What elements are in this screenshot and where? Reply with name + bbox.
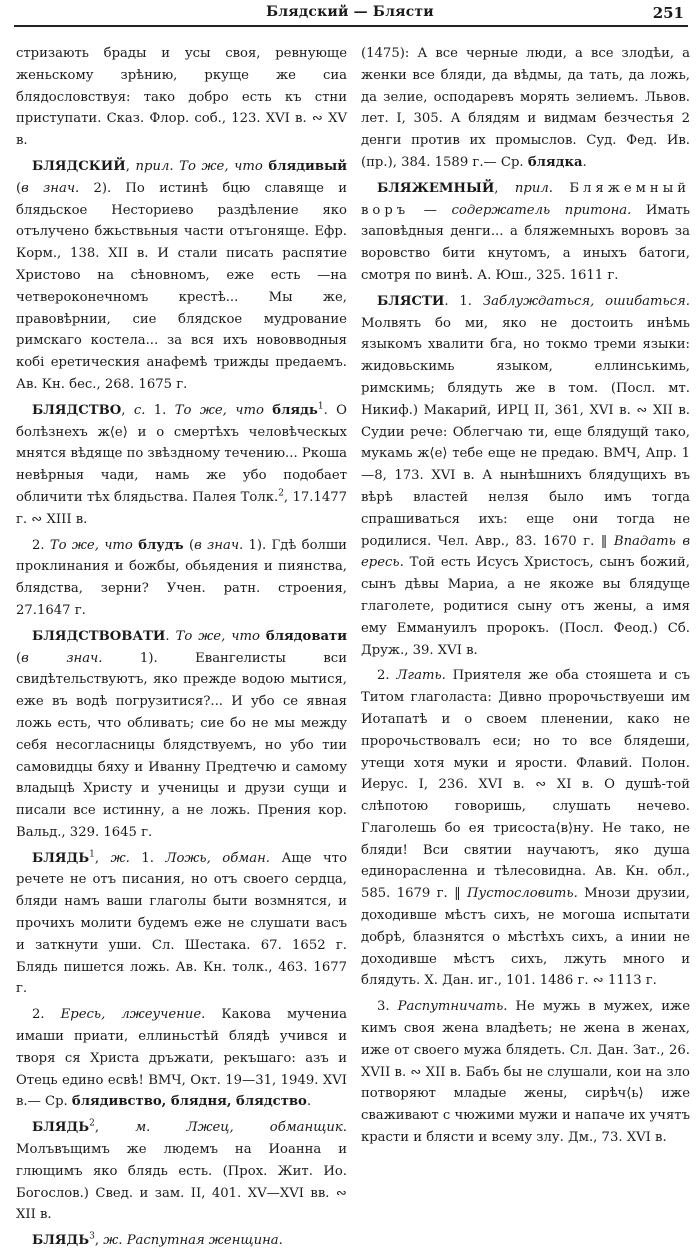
text-run: , [94, 850, 111, 866]
entry-paragraph [361, 43, 690, 174]
dictionary-entry [16, 400, 347, 531]
text-run: — [409, 202, 452, 218]
dictionary-entry [16, 848, 347, 1001]
text-run: , [94, 1233, 104, 1249]
definition-italic: в знач. [21, 180, 80, 196]
definition-italic: в знач. [194, 537, 244, 553]
text-run: (1475): А все черные люди, а все злодѣи, а женки все бляди, да вѣдмы, да тать, да ложь, да зелие, осподаревъ морять зелиемъ. Львов. лет. I, 305. А блядям и видмам безчестья 2 денги против их промыслов. Суд. Фед. Ив. (пр.), 384. 1589 г.— Ср. [361, 46, 690, 170]
definition-italic: То же, что [174, 402, 264, 418]
definition-italic: прил. То же, что [135, 158, 263, 174]
header-rule [14, 25, 688, 27]
text-run: . [582, 154, 587, 170]
headword: БЛЯДЬ [32, 1120, 90, 1136]
definition-italic: в знач. [21, 650, 103, 666]
text-run: 3. [377, 999, 398, 1015]
text-run: , [121, 402, 134, 418]
text-run: , [125, 158, 136, 174]
text-run: 1). Евангелисты вси свидѣтельствуютъ, яко прежде водою мытися, еже въ водѣ погрузитися?... И убо се явная ложь есть, что обливать; сие бо не мы между себя несогласницы блядствуемъ, но убо тии самовидцы бяху и Иванну Предтечю и самому владыцѣ Христу и ученицы и друзи сущи и писали все истинну, а не ложь. Прения кор. Вальд., 329. 1645 г. [16, 650, 347, 840]
text-run [553, 181, 569, 196]
text-run: . [165, 628, 176, 644]
headword: БЛЯДЬ [32, 1233, 90, 1249]
cross-reference: блядка [527, 154, 583, 170]
homonym-index: 1 [317, 401, 324, 412]
entry-paragraph [361, 996, 690, 1149]
entry-paragraph [16, 535, 347, 622]
text-run: . [306, 1094, 312, 1110]
text-run: ( [16, 650, 22, 666]
definition-italic: ж. [103, 1233, 123, 1249]
text-run: ( [183, 537, 195, 553]
left-column [16, 43, 347, 1256]
definition-italic: Лжец, обманщик. [186, 1120, 347, 1136]
homonym-index: 2 [278, 488, 284, 499]
text-run: Той есть Исусъ Христосъ, сынъ божий, сынъ дѣвы Мариа, а не якоже вы блядуще глаголете, родитися сыну отъ жены, а имя ему Еммануилъ пророкъ. (Посл. Феод.) Сб. Друж., 39. XVI в. [361, 555, 690, 658]
page-number: 251 [652, 4, 684, 22]
definition-italic: м. [135, 1120, 151, 1136]
text-run: Молвять бо ми, яко не достоить инѣмь языкомъ хвалити бга, но токмо треми языки: жидовьскимь языком, еллинськимь, римскимь; блядуть же в том. (Посл. мт. Никиф.) Макарий, ИРЦ II, 361, XVI в. ∾ XII в. Судии рече: Облегчаю ти, еще блядущй тако, мукамь ж⟨е⟩ тебе еще не предаю. ВМЧ, Апр. 1—8, 173. XVI в. А нынѣшнихъ блядущихъ въ вѣрѣ властей нелзя было имъ тогда спрашиваться ихъ: еще они тогда не родилися. Чел. Авр., 83. 1670 г. ‖ [361, 315, 690, 549]
definition-italic: Распутная женщина. [126, 1233, 283, 1249]
cross-reference: блядовати [265, 628, 347, 644]
running-title: Блядский — Блясти [266, 4, 434, 20]
definition-italic: Лгать. [396, 668, 446, 684]
cross-reference: блядь [272, 402, 318, 418]
entry-paragraph [16, 1004, 347, 1113]
definition-italic: Распутничать. [397, 999, 508, 1015]
text-run: Молъвъщимъ же людемъ на Иоанна и глющимъ яко блядь есть. (Прох. Жит. Ио. Богослов.) Свед. и зам. II, 401. XV—XVI вв. ∾ XII в. [16, 1142, 347, 1223]
entry-paragraph [361, 665, 690, 992]
text-run: 1). Гдѣ болши проклинания и божбы, обьядения и пиянства, блядства, зерни? Учен. ратн. строения, 27.1647 г. [16, 537, 347, 618]
headword: БЛЯЖЕМНЫЙ [377, 180, 495, 196]
text-run: стризають брады и усы своя, ревнующе женьскому зрѣнию, ркуще же сиа блядословствуя: тако добро есть къ стни приступати. Сказ. Флор. соб., 123. XVI в. ∾ XV в. [16, 46, 347, 149]
definition-italic: Ересь, лжеучение. [60, 1007, 206, 1023]
dictionary-entry [16, 1117, 347, 1226]
text-run: Имать заповѣдныя денги... а бляжемныхъ воровъ за воровство бити кнутомъ, а иныхъ батоги, смотря по винѣ. А. Юш., 325. 1611 г. [361, 202, 690, 283]
cross-reference: блядивый [268, 158, 347, 174]
headword: БЛЯДЬ [32, 850, 90, 866]
definition-italic: Впадать в ересь. [361, 533, 690, 571]
homonym-index: 2 [89, 1118, 95, 1129]
headword: БЛЯДСТВО [32, 402, 122, 418]
text-run: Аще что речете не отъ писания, но отъ своего сердца, бляди намъ ваши глаголы быти возмнятся, и прочихъ молити будемъ еже не слушати васъ и заткнути уши. Сл. Шестака. 67. 1652 г. Блядь пишется ложь. Ав. Кн. толк., 463. 1677 г. [16, 850, 348, 997]
text-run: Приятеля же оба стояшета и съ Титом глаголаста: Дивно пророчьствуеши им Иотапатѣ и о своем пленении, како не пророчьствовалъ еси; но то все блядеши, утещи хотя муки и ярости. Флавий. Полон. Иерус. I, 236. XVI в. ∾ XI в. О душѣ-той слѣпотою говоришь, слушать нечево. Глаголешь бо ея трисоста⟨в⟩ну. Не тако, не бляди! Вси святии научаютъ, яко душа единорасленна и тѣлесовидна. Ав. Кн. обл., 585. 1679 г. ‖ [361, 668, 690, 902]
definition-italic: ж. [110, 850, 130, 866]
text-run: ( [16, 180, 22, 196]
text-run: Не мужь в мужех, иже кимъ своя жена владѣеть; не жена в женах, иже от своего мужа блядеть. Сл. Дан. Зат., 26. XVII в. ∾ XII в. Бабъ бы не слушали, кои на зло потворяют младые жены, сирѣч⟨ь⟩ иже сваживают с чюжими мужи и напаче их учятъ красти и блясти и всему злу. Дм., 73. XVI в. [361, 999, 690, 1146]
headword: БЛЯДСТВОВАТИ [32, 628, 166, 644]
homonym-index: 3 [89, 1231, 95, 1242]
text-run: , [94, 1120, 136, 1136]
text-run: , [494, 180, 515, 196]
right-column [361, 43, 690, 1153]
text-run: . О болѣзнехъ ж⟨е⟩ и о смертѣхъ человѣческых мнятся вѣдяще по звѣздному течению... Ркоша невѣрныя чади, намь же убо подобает обличити тѣх блядьства. Палея Толк. [16, 402, 348, 505]
definition-italic: То же, что [49, 537, 133, 553]
definition-italic: с. [133, 402, 146, 418]
text-run [150, 1120, 186, 1135]
text-run: 2. [32, 1007, 61, 1023]
cross-reference: блудъ [138, 537, 184, 553]
entry-paragraph [16, 43, 347, 152]
dictionary-entry [16, 156, 347, 396]
text-run: 1. [129, 850, 166, 866]
text-run: . 1. [444, 293, 483, 309]
dictionary-entry [361, 291, 690, 662]
spaced-phrase: Бляжемный воръ [361, 180, 690, 218]
dictionary-entry [16, 626, 347, 844]
dictionary-entry [361, 178, 690, 287]
text-run: Мнози друзии, доходивше мѣстъ сихъ, не могоша испытати добрѣ, блазнятся о мѣстѣхъ сихъ, а инии не доходивше мѣстъ сихъ, лжуть много и блядуть. Х. Дан. иг., 101. 1486 г. ∾ 1113 г. [361, 886, 691, 989]
text-run: 1. [145, 402, 175, 418]
page-header [14, 2, 686, 24]
headword: БЛЯСТИ [377, 293, 445, 309]
text-run: , 17.1477 г. ∾ XIII в. [16, 489, 347, 527]
definition-italic: Заблуждаться, ошибаться. [482, 293, 690, 309]
homonym-index: 1 [89, 849, 95, 860]
definition-italic: То же, что [175, 628, 260, 644]
definition-italic: Ложь, обман. [165, 850, 270, 866]
definition-italic: содержатель притона. [451, 202, 632, 218]
dictionary-entry [16, 1230, 347, 1252]
definition-italic: прил. [514, 180, 553, 196]
definition-italic: Пустословить. [467, 886, 578, 902]
text-run: 2. [32, 537, 50, 553]
text-run: 2). По истинѣ бцю славяще и блядьское Несториево раздѣление яко отълучено бжьствьныя части отъгоняще. Ефр. Корм., 138. XII в. И стали писать распятие Христово на сѣновномъ, еже есть —на четвероконечномъ крестѣ... Мы же, правовѣрнии, сие блядское мудрование римскаго костела... за вся ихъ нововводныя кобі еретическия анафемѣ трижды предаемъ. Ав. Кн. бес., 268. 1675 г. [16, 180, 347, 392]
text-run: Какова мучениа имаши приати, еллиньстѣй блядѣ учився и творя ся Христа дръжати, рекъшаго: азъ и Отець едино есвѣ! ВМЧ, Окт. 19—31, 1949. XVI в.— Ср. [16, 1007, 347, 1110]
headword: БЛЯДСКИЙ [32, 158, 126, 174]
cross-reference: блядивство, блядня, блядство [71, 1094, 307, 1110]
text-run: 2. [377, 668, 397, 684]
